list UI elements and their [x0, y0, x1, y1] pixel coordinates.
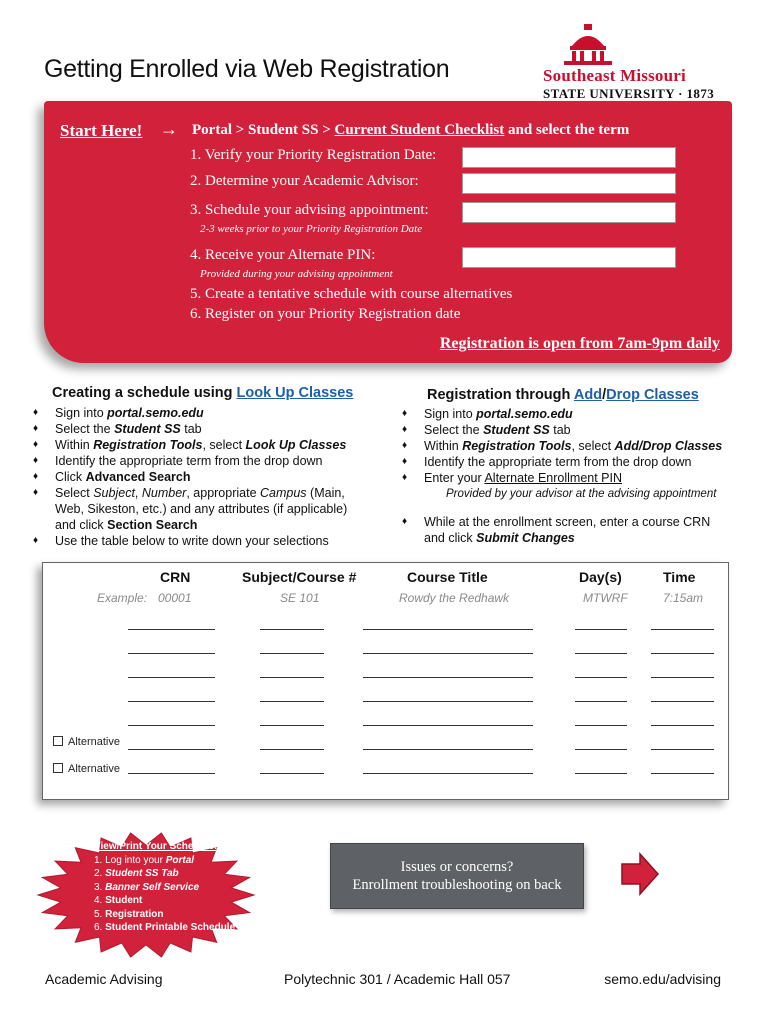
list-item	[33, 405, 393, 421]
start-here-label: Start Here!	[60, 121, 143, 140]
blank-line-r2-c2[interactable]	[260, 653, 324, 654]
appointment-field[interactable]	[462, 202, 676, 223]
text: and click	[424, 531, 477, 545]
blank-line-r5-c2[interactable]	[260, 725, 324, 726]
blank-line-r6-c5[interactable]	[651, 749, 714, 750]
text: /	[602, 387, 607, 403]
text: Web, Sikeston, etc.) and any attributes (if applicable)	[55, 502, 348, 516]
priority-date-field[interactable]	[462, 147, 676, 168]
adddrop-heading-prefix: Registration through	[427, 387, 574, 403]
text: Select	[55, 486, 94, 500]
current-student-checklist-link[interactable]: Current Student Checklist	[334, 122, 505, 138]
step-2: 2. Determine your Academic Advisor:	[190, 173, 419, 189]
issues-line-2: Enrollment troubleshooting on back	[352, 877, 562, 893]
right-arrow-icon: →	[160, 119, 178, 139]
blank-line-r4-c4[interactable]	[575, 701, 627, 702]
example-title: Rowdy the Redhawk	[399, 591, 510, 605]
blank-line-r3-c5[interactable]	[651, 677, 714, 678]
footer-location: Polytechnic 301 / Academic Hall 057	[284, 971, 511, 987]
blank-line-r4-c2[interactable]	[260, 701, 324, 702]
text: Use the table below to write down your selections	[55, 534, 329, 548]
text: Student	[105, 895, 143, 906]
view-print-heading: View/Print Your Schedule:	[94, 841, 218, 852]
header-crn: CRN	[160, 569, 191, 585]
text: Subject	[93, 486, 135, 500]
step-6: 6. Register on your Priority Registration date	[190, 306, 461, 322]
step-4-note: Provided during your advising appointment	[200, 268, 393, 280]
look-up-classes-link[interactable]: Look Up Classes	[236, 385, 354, 401]
start-here-panel	[44, 101, 732, 363]
diamond-bullet-icon: ♦	[33, 407, 39, 418]
list-item	[33, 437, 393, 453]
blank-line-r4-c5[interactable]	[651, 701, 714, 702]
header-course-title: Course Title	[407, 569, 488, 585]
header-days: Day(s)	[579, 569, 622, 585]
diamond-bullet-icon: ♦	[33, 535, 39, 546]
text: Registration Tools	[93, 438, 203, 452]
view-print-step-4	[94, 894, 235, 908]
text: While at the enrollment screen, enter a course CRN	[424, 515, 711, 529]
alternative-checkbox-1[interactable]	[53, 736, 63, 746]
text: Sign into	[424, 407, 477, 421]
diamond-bullet-icon: ♦	[402, 472, 408, 483]
example-crn: 00001	[158, 591, 192, 605]
lookup-heading-prefix: Creating a schedule using	[52, 385, 237, 401]
list-item	[402, 454, 742, 470]
diamond-bullet-icon: ♦	[33, 423, 39, 434]
list-item	[33, 485, 393, 533]
lookup-steps-list	[33, 405, 393, 549]
page-title: Getting Enrolled via Web Registration	[44, 55, 450, 83]
footer-office: Academic Advising	[45, 971, 163, 987]
list-item	[402, 406, 742, 422]
view-print-step-2	[94, 867, 235, 881]
diamond-bullet-icon: ♦	[33, 471, 39, 482]
alternative-label-2: Alternative	[68, 763, 120, 775]
header-subject-course: Subject/Course #	[242, 569, 357, 585]
list-item	[33, 533, 393, 549]
blank-line-r7-c3[interactable]	[363, 773, 533, 774]
blank-line-r5-c5[interactable]	[651, 725, 714, 726]
view-print-step-1	[94, 854, 235, 868]
example-label: Example:	[97, 591, 148, 605]
university-logo	[540, 24, 720, 104]
text: tab	[180, 422, 202, 436]
text: Number	[141, 486, 187, 500]
issues-line-1: Issues or concerns?	[400, 859, 514, 875]
alternative-label-1: Alternative	[68, 736, 120, 748]
view-print-step-6	[94, 921, 235, 935]
logo-name: Southeast Missouri	[543, 66, 686, 85]
text: Student SS	[483, 423, 550, 437]
blank-line-r1-c5[interactable]	[651, 629, 714, 630]
text: 5.	[94, 908, 106, 920]
header-time: Time	[663, 569, 696, 585]
text: Registration Tools	[462, 439, 572, 453]
blank-line-r2-c1[interactable]	[128, 653, 215, 654]
drop-classes-link[interactable]: Drop Classes	[606, 387, 699, 403]
blank-line-r6-c3[interactable]	[363, 749, 533, 750]
text: Banner Self Service	[105, 881, 200, 893]
view-print-step-3	[94, 881, 235, 895]
blank-line-r7-c1[interactable]	[128, 773, 215, 774]
text: Campus	[260, 486, 307, 500]
text: , appropriate	[186, 486, 261, 500]
text: Identify the appropriate term from the drop down	[55, 454, 323, 468]
diamond-bullet-icon: ♦	[33, 455, 39, 466]
schedule-table	[42, 562, 729, 800]
text: Registration	[105, 908, 164, 920]
blank-line-r7-c4[interactable]	[575, 773, 627, 774]
blank-line-r1-c1[interactable]	[128, 629, 215, 630]
step-1: 1. Verify your Priority Registration Date:	[190, 147, 437, 163]
step-5: 5. Create a tentative schedule with course alternatives	[190, 286, 513, 302]
blank-line-r3-c1[interactable]	[128, 677, 215, 678]
view-print-step-5	[94, 908, 235, 922]
blank-line-r6-c2[interactable]	[260, 749, 324, 750]
text: Section Search	[107, 518, 198, 532]
list-item	[33, 469, 393, 485]
text: Within	[55, 438, 94, 452]
text: tab	[549, 423, 571, 437]
text: Student SS Tab	[105, 868, 179, 879]
logo-subtitle: STATE UNIVERSITY · 1873	[543, 86, 715, 101]
text: Select the	[55, 422, 115, 436]
text: Click	[55, 470, 86, 484]
text: (Main,	[306, 486, 345, 500]
text: 1. Log into your	[94, 854, 166, 866]
text: , select	[571, 439, 615, 453]
diamond-bullet-icon: ♦	[402, 516, 408, 527]
adddrop-steps-list	[402, 406, 742, 546]
list-item	[402, 422, 742, 438]
step-3: 3. Schedule your advising appointment:	[190, 202, 429, 218]
blank-line-r5-c1[interactable]	[128, 725, 215, 726]
blank-line-r5-c4[interactable]	[575, 725, 627, 726]
footer-website: semo.edu/advising	[604, 971, 721, 987]
example-days: MTWRF	[583, 591, 628, 605]
alternate-pin-field[interactable]	[462, 247, 676, 268]
text: Student SS	[114, 422, 181, 436]
diamond-bullet-icon: ♦	[402, 440, 408, 451]
text: 6.	[94, 922, 106, 933]
blank-line-r4-c1[interactable]	[128, 701, 215, 702]
text: Within	[424, 439, 463, 453]
text: Enter your	[424, 471, 485, 485]
list-item	[402, 438, 742, 454]
blank-line-r7-c5[interactable]	[651, 773, 714, 774]
blank-line-r1-c2[interactable]	[260, 629, 324, 630]
blank-line-r1-c4[interactable]	[575, 629, 627, 630]
blank-line-r1-c3[interactable]	[363, 629, 533, 630]
blank-line-r7-c2[interactable]	[260, 773, 324, 774]
diamond-bullet-icon: ♦	[402, 424, 408, 435]
portal-path	[192, 122, 629, 139]
text: Sign into	[55, 406, 108, 420]
text: Student Printable Schedule	[105, 922, 236, 933]
path-suffix: and select the term	[504, 122, 630, 138]
issues-box	[330, 843, 584, 909]
blank-line-r2-c4[interactable]	[575, 653, 627, 654]
diamond-bullet-icon: ♦	[33, 439, 39, 450]
text: Look Up Classes	[245, 438, 347, 452]
blank-line-r3-c3[interactable]	[363, 677, 533, 678]
blank-line-r6-c4[interactable]	[575, 749, 627, 750]
red-arrow-icon	[620, 852, 660, 896]
text: Select the	[424, 423, 484, 437]
example-subject: SE 101	[280, 591, 320, 605]
alternative-checkbox-2[interactable]	[53, 763, 63, 773]
step-3-note: 2-3 weeks prior to your Priority Registration Date	[200, 223, 423, 235]
diamond-bullet-icon: ♦	[402, 456, 408, 467]
blank-line-r4-c3[interactable]	[363, 701, 533, 702]
view-print-steps	[94, 840, 235, 935]
blank-line-r3-c2[interactable]	[260, 677, 324, 678]
text: 2.	[94, 868, 106, 879]
text: ,	[134, 486, 142, 500]
list-item: Provided by your advisor at the advising appointment	[446, 488, 717, 500]
list-item	[33, 421, 393, 437]
text: Identify the appropriate term from the drop down	[424, 455, 692, 469]
list-item	[33, 453, 393, 469]
text: Advanced Search	[85, 470, 191, 484]
text: , select	[202, 438, 246, 452]
advisor-field[interactable]	[462, 173, 676, 194]
example-time: 7:15am	[663, 591, 704, 605]
adddrop-heading	[427, 387, 699, 403]
text: and click	[55, 518, 108, 532]
registration-hours: Registration is open from 7am-9pm daily	[439, 335, 720, 352]
list-item	[402, 514, 742, 546]
portal-url: portal.semo.edu	[107, 406, 204, 420]
diamond-bullet-icon: ♦	[402, 408, 408, 419]
path-prefix: Portal > Student SS >	[192, 122, 335, 138]
blank-line-r3-c4[interactable]	[575, 677, 627, 678]
text: Submit Changes	[476, 531, 575, 545]
list-item	[402, 470, 742, 486]
academic-hall-dome-icon	[558, 24, 618, 66]
text: Portal	[165, 854, 195, 866]
text: 4.	[94, 895, 106, 906]
add-link[interactable]: Add	[573, 387, 603, 403]
blank-line-r2-c3[interactable]	[363, 653, 533, 654]
text: 3.	[94, 881, 106, 893]
diamond-bullet-icon: ♦	[33, 487, 39, 498]
text: Alternate Enrollment PIN	[484, 471, 623, 485]
blank-line-r5-c3[interactable]	[363, 725, 533, 726]
blank-line-r2-c5[interactable]	[651, 653, 714, 654]
text: Add/Drop Classes	[614, 439, 723, 453]
portal-url: portal.semo.edu	[476, 407, 573, 421]
lookup-heading	[52, 385, 353, 401]
step-4: 4. Receive your Alternate PIN:	[190, 247, 376, 263]
blank-line-r6-c1[interactable]	[128, 749, 215, 750]
